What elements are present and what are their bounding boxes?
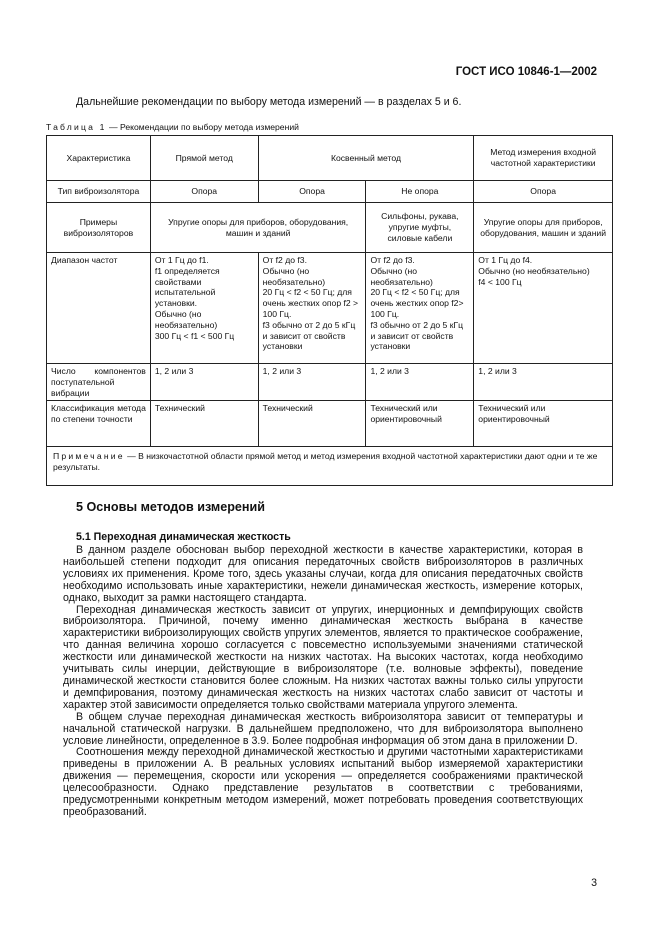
cell-class-direct: Технический bbox=[150, 401, 258, 447]
text-line: От f2 до f3. bbox=[262, 255, 307, 265]
text-line: 20 Гц < f2 < 50 Гц; для очень жестких опор f2> 100 Гц. bbox=[370, 287, 464, 319]
table-row bbox=[47, 253, 613, 364]
cell-frequency-direct bbox=[150, 253, 258, 364]
cell-examples-input: Упругие опоры для приборов, оборудования, машин и зданий bbox=[474, 203, 613, 253]
text-line: f3 обычно от 2 до 5 кГц и зависит от свойств установки bbox=[370, 319, 464, 352]
text-line: От 1 Гц до f1. bbox=[154, 255, 209, 265]
header-input-method: Метод измерения входной частотной характеристики bbox=[474, 136, 613, 181]
text-line: 300 Гц < f1 < 500 Гц bbox=[154, 330, 235, 341]
cell-components-input: 1, 2 или 3 bbox=[474, 364, 613, 401]
table-caption bbox=[46, 122, 299, 132]
row-label-classification: Классификация метода по степени точности bbox=[47, 401, 151, 447]
text-line: f4 < 100 Гц bbox=[478, 276, 522, 287]
note-label: Примечание bbox=[53, 451, 125, 462]
text-line: От 1 Гц до f4. bbox=[478, 255, 533, 265]
document-header: ГОСТ ИСО 10846-1—2002 bbox=[455, 66, 597, 78]
text-line: 20 Гц < f2 < 50 Гц; для очень жестких опор f2 > 100 Гц. bbox=[262, 287, 359, 319]
header-indirect-method: Косвенный метод bbox=[258, 136, 474, 181]
cell-components-indirect-2: 1, 2 или 3 bbox=[366, 364, 474, 401]
cell-components-direct: 1, 2 или 3 bbox=[150, 364, 258, 401]
text-line: Обычно (но необязательно) bbox=[370, 265, 433, 287]
table-header-row bbox=[47, 136, 613, 181]
table-row bbox=[47, 364, 613, 401]
cell-type-indirect-2: Не опора bbox=[366, 181, 474, 203]
cell-examples-bellows: Сильфоны, рукава, упругие муфты, силовые кабели bbox=[366, 203, 474, 253]
row-label-components: Число компонентов поступательной вибрации bbox=[47, 364, 151, 401]
cell-examples-supports: Упругие опоры для приборов, оборудования, машин и зданий bbox=[150, 203, 366, 253]
text-line: Обычно (но необязательно) bbox=[154, 308, 218, 330]
table-caption-label: Таблица 1 bbox=[46, 122, 107, 132]
cell-frequency-indirect-1 bbox=[258, 253, 366, 364]
cell-type-indirect-1: Опора bbox=[258, 181, 366, 203]
cell-type-direct: Опора bbox=[150, 181, 258, 203]
cell-class-input: Технический или ориентировочный bbox=[474, 401, 613, 447]
text-line: Обычно (но необязательно) bbox=[262, 265, 326, 287]
table-row bbox=[47, 401, 613, 447]
table-note bbox=[47, 447, 613, 486]
table-note-row bbox=[47, 447, 613, 486]
intro-line: Дальнейшие рекомендации по выбору метода измерений — в разделах 5 и 6. bbox=[76, 96, 462, 108]
section-title: 5 Основы методов измерений bbox=[76, 500, 266, 514]
row-label-type: Тип виброизолятора bbox=[47, 181, 151, 203]
text-line: Обычно (но необязательно) bbox=[478, 265, 590, 276]
paragraph: В данном разделе обоснован выбор переходной жесткости в качестве характеристики, которая в наибольшей степени подходит для описания передаточных свойств виброизоляторов в различных условиях их применения. Кроме того, здесь указаны случаи, когда для описания передаточных свойств необходимо использовать иные характеристики, нежели динамическая жесткость, измерение которых, однако, выходит за рамки настоящего стандарта. bbox=[63, 544, 583, 604]
subsection-title: 5.1 Переходная динамическая жесткость bbox=[76, 531, 291, 543]
note-text: — В низкочастотной области прямой метод и метод измерения входной частотной характеристики дают одни и те же результаты. bbox=[53, 451, 598, 473]
paragraph: В общем случае переходная динамическая жесткость виброизолятора зависит от температуры и начальной статической нагрузки. В дальнейшем предположено, что для виброизолятора выполнено условие линейности, определенное в 3.9. Более подробная информация об этом дана в приложении D. bbox=[63, 710, 583, 747]
text-line: От f2 до f3. bbox=[370, 255, 415, 265]
cell-components-indirect-1: 1, 2 или 3 bbox=[258, 364, 366, 401]
text-line: f3 обычно от 2 до 5 кГц и зависит от свойств установки bbox=[262, 319, 356, 352]
recommendations-table bbox=[46, 135, 613, 486]
table-row bbox=[47, 181, 613, 203]
cell-frequency-input bbox=[474, 253, 613, 364]
cell-frequency-indirect-2 bbox=[366, 253, 474, 364]
row-label-frequency: Диапазон частот bbox=[47, 253, 151, 364]
cell-type-input: Опора bbox=[474, 181, 613, 203]
text-line: f1 определяется свойствами испытательной установки. bbox=[154, 265, 220, 309]
table-row bbox=[47, 203, 613, 253]
paragraph: Переходная динамическая жесткость зависит от упругих, инерционных и демпфирующих свойств виброизолятора. Причиной, почему именно динамическая жесткость выбрана в качестве характеристики виброизолирующих свойств упругих элементов, является то практическое соображение, что данная величина хорошо согласуется с повсеместно используемыми значениями статической жесткости или динамической жесткости на низких частотах. На высоких частотах, когда необходимо учитывать силы инерции, действующие в виброизоляторе (т.е. волновые эффекты), поведение динамической жесткости становится более сложным. На низких частотах важны только силы упругости и демпфирования, поэтому динамическая жесткость на низких частотах слабо зависит от частоты и характер этой зависимости определяется только свойствами материала упругого элемента. bbox=[63, 603, 583, 711]
page-number: 3 bbox=[591, 877, 597, 889]
header-characteristic: Характеристика bbox=[47, 136, 151, 181]
cell-class-indirect-2: Технический или ориентировочный bbox=[366, 401, 474, 447]
paragraph: Соотношения между переходной динамической жесткостью и другими частотными характеристиками приведены в приложении А. В реальных условиях испытаний выбор измеряемой характеристики движения — перемещения, скорости или ускорения — определяется соображениями практической целесообразности. Однако представление результатов в соответствии с требованиями, предусмотренными конкретным методом измерений, может потребовать проведения соответствующих преобразований. bbox=[63, 746, 583, 818]
body-text bbox=[63, 545, 583, 819]
row-label-examples: Примеры виброизоляторов bbox=[47, 203, 151, 253]
header-direct-method: Прямой метод bbox=[150, 136, 258, 181]
cell-class-indirect-1: Технический bbox=[258, 401, 366, 447]
table-caption-text: — Рекомендации по выбору метода измерений bbox=[106, 122, 299, 132]
